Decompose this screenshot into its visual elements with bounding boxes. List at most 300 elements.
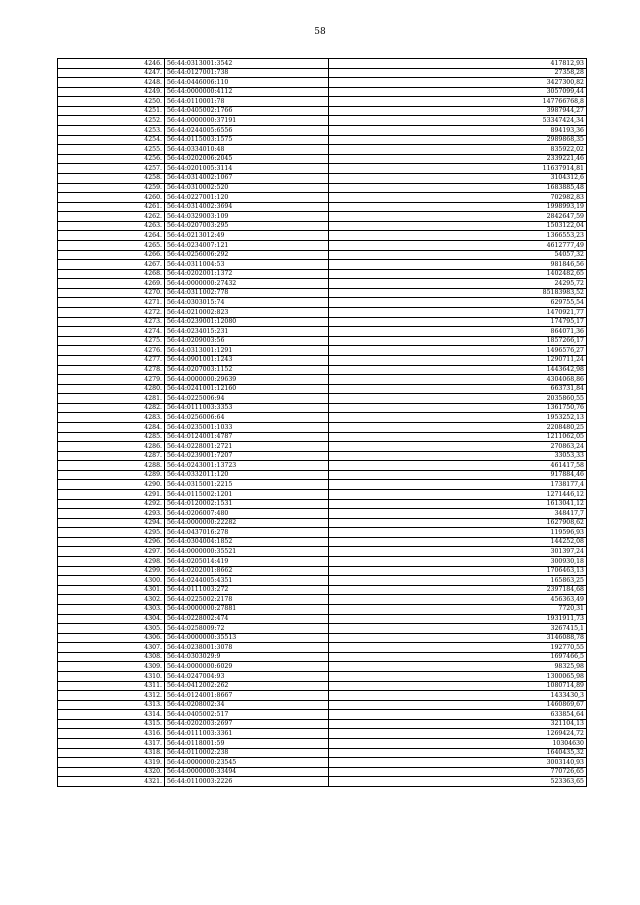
row-number-cell: 4260. [58,193,165,203]
row-number-cell: 4317. [58,739,165,749]
cadastral-value-cell: 1300065,98 [329,672,587,682]
table-row [58,116,587,126]
cadastral-number-cell: 56:44:0303015:74 [165,298,329,308]
cadastral-value-cell: 27358,28 [329,68,587,78]
cadastral-value-cell: 461417,58 [329,461,587,471]
cadastral-number-cell: 56:44:0202001:8662 [165,566,329,576]
cadastral-number-cell: 56:44:0234015:231 [165,327,329,337]
row-number-cell: 4303. [58,604,165,614]
row-number-cell: 4319. [58,758,165,768]
row-number-cell: 4305. [58,624,165,634]
row-number-cell: 4294. [58,518,165,528]
row-number-cell: 4264. [58,231,165,241]
cadastral-value-cell: 702982,83 [329,193,587,203]
cadastral-number-cell: 56:44:0258009:72 [165,624,329,634]
row-number-cell: 4313. [58,700,165,710]
cadastral-value-cell: 1443642,98 [329,365,587,375]
table-row [58,557,587,567]
table-body [58,59,587,787]
table-row [58,585,587,595]
table-row [58,231,587,241]
cadastral-number-cell: 56:44:0256006:292 [165,250,329,260]
row-number-cell: 4258. [58,173,165,183]
cadastral-value-cell: 1290711,24 [329,355,587,365]
row-number-cell: 4301. [58,585,165,595]
cadastral-number-cell: 56:44:0235001:1033 [165,422,329,432]
cadastral-value-cell: 1627908,62 [329,518,587,528]
cadastral-value-cell: 3003140,93 [329,758,587,768]
table-row [58,403,587,413]
cadastral-value-cell: 2842647,59 [329,212,587,222]
cadastral-number-cell: 56:44:0243001:13723 [165,461,329,471]
row-number-cell: 4282. [58,403,165,413]
cadastral-number-cell: 56:44:0244005:6556 [165,126,329,136]
table-row [58,260,587,270]
cadastral-value-cell: 1433430,3 [329,691,587,701]
table-row [58,135,587,145]
table-row [58,384,587,394]
table-row [58,193,587,203]
cadastral-value-cell: 2339221,46 [329,154,587,164]
cadastral-value-cell: 629755,54 [329,298,587,308]
cadastral-number-cell: 56:44:0115002:1201 [165,490,329,500]
table-row [58,97,587,107]
table-row [58,576,587,586]
cadastral-number-cell: 56:44:0124001:8667 [165,691,329,701]
row-number-cell: 4287. [58,451,165,461]
table-row [58,183,587,193]
cadastral-number-cell: 56:44:0202006:2045 [165,154,329,164]
table-row [58,164,587,174]
table-row [58,672,587,682]
cadastral-value-cell: 663731,84 [329,384,587,394]
row-number-cell: 4315. [58,719,165,729]
cadastral-value-cell: 3427300,82 [329,78,587,88]
cadastral-number-cell: 56:44:0110003:2226 [165,777,329,787]
cadastral-number-cell: 56:44:0202003:2697 [165,719,329,729]
table-row [58,240,587,250]
cadastral-number-cell: 56:44:0405002:517 [165,710,329,720]
row-number-cell: 4300. [58,576,165,586]
cadastral-number-cell: 56:44:0120002:1531 [165,499,329,509]
row-number-cell: 4321. [58,777,165,787]
cadastral-number-cell: 56:44:0304004:1852 [165,537,329,547]
cadastral-number-cell: 56:44:0315001:2215 [165,480,329,490]
cadastral-number-cell: 56:44:0244005:4351 [165,576,329,586]
cadastral-number-cell: 56:44:0329003:109 [165,212,329,222]
row-number-cell: 4309. [58,662,165,672]
cadastral-value-cell: 1613041,12 [329,499,587,509]
cadastral-number-cell: 56:44:0202001:1372 [165,269,329,279]
cadastral-number-cell: 56:44:0238001:3078 [165,643,329,653]
cadastral-value-cell: 165863,25 [329,576,587,586]
table-row [58,537,587,547]
row-number-cell: 4281. [58,394,165,404]
cadastral-value-cell: 1503122,04 [329,221,587,231]
cadastral-value-cell: 4304068,86 [329,375,587,385]
row-number-cell: 4277. [58,355,165,365]
table-row [58,269,587,279]
row-number-cell: 4263. [58,221,165,231]
cadastral-number-cell: 56:44:0332011:120 [165,470,329,480]
cadastral-value-cell: 24295,72 [329,279,587,289]
cadastral-value-cell: 523363,65 [329,777,587,787]
row-number-cell: 4274. [58,327,165,337]
cadastral-value-cell: 348417,7 [329,509,587,519]
cadastral-number-cell: 56:44:0124001:4787 [165,432,329,442]
cadastral-number-cell: 56:44:0000000:6029 [165,662,329,672]
table-row [58,652,587,662]
cadastral-number-cell: 56:44:0412002:262 [165,681,329,691]
table-row [58,470,587,480]
cadastral-value-cell: 2035860,55 [329,394,587,404]
cadastral-value-cell: 1496576,27 [329,346,587,356]
table-row [58,327,587,337]
table-row [58,432,587,442]
table-row [58,480,587,490]
table-row [58,355,587,365]
cadastral-value-cell: 3104312,6 [329,173,587,183]
cadastral-value-cell: 1857266,17 [329,336,587,346]
cadastral-value-cell: 4612777,49 [329,240,587,250]
table-row [58,413,587,423]
row-number-cell: 4250. [58,97,165,107]
row-number-cell: 4311. [58,681,165,691]
row-number-cell: 4289. [58,470,165,480]
cadastral-number-cell: 56:44:0311002:778 [165,288,329,298]
table-row [58,298,587,308]
cadastral-number-cell: 56:44:0239001:12080 [165,317,329,327]
cadastral-number-cell: 56:44:0228002:474 [165,614,329,624]
cadastral-value-cell: 1080714,89 [329,681,587,691]
row-number-cell: 4310. [58,672,165,682]
cadastral-value-cell: 7720,31 [329,604,587,614]
table-row [58,308,587,318]
cadastral-number-cell: 56:44:0201005:3114 [165,164,329,174]
cadastral-value-cell: 1998993,19 [329,202,587,212]
row-number-cell: 4295. [58,528,165,538]
cadastral-number-cell: 56:44:0110002:238 [165,748,329,758]
cadastral-number-cell: 56:44:0205014:419 [165,557,329,567]
cadastral-value-cell: 1640435,32 [329,748,587,758]
table-row [58,145,587,155]
cadastral-number-cell: 56:44:0311004:53 [165,260,329,270]
cadastral-value-cell: 2989868,35 [329,135,587,145]
table-row [58,758,587,768]
cadastral-value-cell: 864071,36 [329,327,587,337]
table-row [58,739,587,749]
cadastral-value-cell: 3267415,1 [329,624,587,634]
table-row [58,422,587,432]
cadastral-number-cell: 56:44:0437016:278 [165,528,329,538]
row-number-cell: 4251. [58,106,165,116]
row-number-cell: 4308. [58,652,165,662]
cadastral-value-cell: 1697466,5 [329,652,587,662]
cadastral-number-cell: 56:44:0111003:3353 [165,403,329,413]
row-number-cell: 4298. [58,557,165,567]
cadastral-value-cell: 2397184,68 [329,585,587,595]
row-number-cell: 4247. [58,68,165,78]
cadastral-value-cell: 2208480,25 [329,422,587,432]
cadastral-value-cell: 144252,08 [329,537,587,547]
cadastral-value-cell: 11637914,81 [329,164,587,174]
cadastral-number-cell: 56:44:0239001:7207 [165,451,329,461]
table-row [58,729,587,739]
row-number-cell: 4296. [58,537,165,547]
cadastral-value-cell: 98325,98 [329,662,587,672]
cadastral-number-cell: 56:44:0110001:78 [165,97,329,107]
table-row [58,68,587,78]
cadastral-value-cell: 192770,55 [329,643,587,653]
row-number-cell: 4255. [58,145,165,155]
cadastral-value-cell: 1953252,13 [329,413,587,423]
row-number-cell: 4276. [58,346,165,356]
table-row [58,691,587,701]
table-row [58,777,587,787]
row-number-cell: 4253. [58,126,165,136]
cadastral-value-cell: 1738177,4 [329,480,587,490]
table-row [58,279,587,289]
table-row [58,528,587,538]
row-number-cell: 4280. [58,384,165,394]
row-number-cell: 4292. [58,499,165,509]
cadastral-number-cell: 56:44:0207003:1152 [165,365,329,375]
row-number-cell: 4312. [58,691,165,701]
cadastral-number-cell: 56:44:0208002:34 [165,700,329,710]
row-number-cell: 4246. [58,59,165,69]
cadastral-number-cell: 56:44:0313001:1291 [165,346,329,356]
cadastral-number-cell: 56:44:0115003:1575 [165,135,329,145]
cadastral-value-cell: 270863,24 [329,442,587,452]
cadastral-number-cell: 56:44:0234007:121 [165,240,329,250]
row-number-cell: 4278. [58,365,165,375]
cadastral-value-cell: 33053,33 [329,451,587,461]
row-number-cell: 4306. [58,633,165,643]
row-number-cell: 4284. [58,422,165,432]
row-number-cell: 4271. [58,298,165,308]
table-row [58,442,587,452]
row-number-cell: 4318. [58,748,165,758]
cadastral-number-cell: 56:44:0310002:520 [165,183,329,193]
table-row [58,346,587,356]
cadastral-value-cell: 54057,32 [329,250,587,260]
cadastral-value-cell: 633854,64 [329,710,587,720]
cadastral-value-cell: 835922,02 [329,145,587,155]
row-number-cell: 4288. [58,461,165,471]
cadastral-value-cell: 1683885,48 [329,183,587,193]
cadastral-number-cell: 56:44:0446006:110 [165,78,329,88]
row-number-cell: 4259. [58,183,165,193]
cadastral-value-cell: 1271446,12 [329,490,587,500]
row-number-cell: 4270. [58,288,165,298]
cadastral-value-table [57,58,587,787]
cadastral-number-cell: 56:44:0207003:295 [165,221,329,231]
table-row [58,614,587,624]
table-row [58,154,587,164]
row-number-cell: 4268. [58,269,165,279]
cadastral-value-cell: 917884,46 [329,470,587,480]
row-number-cell: 4283. [58,413,165,423]
row-number-cell: 4256. [58,154,165,164]
cadastral-number-cell: 56:44:0111003:3361 [165,729,329,739]
table-row [58,595,587,605]
cadastral-number-cell: 56:44:0313001:3542 [165,59,329,69]
row-number-cell: 4316. [58,729,165,739]
row-number-cell: 4314. [58,710,165,720]
cadastral-value-cell: 53347424,34 [329,116,587,126]
cadastral-value-cell: 1706463,13 [329,566,587,576]
cadastral-number-cell: 56:44:0228001:2721 [165,442,329,452]
cadastral-value-cell: 417812,93 [329,59,587,69]
cadastral-number-cell: 56:44:0000000:4112 [165,87,329,97]
cadastral-number-cell: 56:44:0111003:272 [165,585,329,595]
cadastral-value-cell: 85183983,52 [329,288,587,298]
cadastral-number-cell: 56:44:0206007:480 [165,509,329,519]
cadastral-value-cell: 770726,65 [329,767,587,777]
table-row [58,633,587,643]
row-number-cell: 4266. [58,250,165,260]
cadastral-value-cell: 300930,18 [329,557,587,567]
cadastral-number-cell: 56:44:0225002:2178 [165,595,329,605]
cadastral-value-cell: 321104,13 [329,719,587,729]
table-row [58,509,587,519]
table-row [58,202,587,212]
table-row [58,375,587,385]
row-number-cell: 4254. [58,135,165,145]
table-row [58,490,587,500]
cadastral-value-cell: 119596,93 [329,528,587,538]
row-number-cell: 4304. [58,614,165,624]
row-number-cell: 4290. [58,480,165,490]
cadastral-number-cell: 56:44:0225006:94 [165,394,329,404]
row-number-cell: 4269. [58,279,165,289]
cadastral-number-cell: 56:44:0314002:1067 [165,173,329,183]
table-row [58,700,587,710]
row-number-cell: 4273. [58,317,165,327]
row-number-cell: 4291. [58,490,165,500]
cadastral-value-cell: 1470921,77 [329,308,587,318]
row-number-cell: 4293. [58,509,165,519]
table-row [58,365,587,375]
cadastral-number-cell: 56:44:0901001:1243 [165,355,329,365]
row-number-cell: 4257. [58,164,165,174]
cadastral-value-cell: 301397,24 [329,547,587,557]
cadastral-value-cell: 3987944,27 [329,106,587,116]
cadastral-number-cell: 56:44:0000000:35521 [165,547,329,557]
table-row [58,566,587,576]
row-number-cell: 4320. [58,767,165,777]
table-row [58,212,587,222]
table-row [58,288,587,298]
row-number-cell: 4265. [58,240,165,250]
cadastral-number-cell: 56:44:0000000:33494 [165,767,329,777]
cadastral-number-cell: 56:44:0213012:49 [165,231,329,241]
cadastral-value-cell: 174795,17 [329,317,587,327]
row-number-cell: 4302. [58,595,165,605]
row-number-cell: 4248. [58,78,165,88]
table-row [58,748,587,758]
row-number-cell: 4249. [58,87,165,97]
table-row [58,106,587,116]
cadastral-number-cell: 56:44:0303029:9 [165,652,329,662]
row-number-cell: 4307. [58,643,165,653]
cadastral-number-cell: 56:44:0227001:120 [165,193,329,203]
table-row [58,518,587,528]
cadastral-number-cell: 56:44:0334010:48 [165,145,329,155]
page-number: 58 [314,27,326,37]
table-row [58,767,587,777]
row-number-cell: 4272. [58,308,165,318]
table-row [58,547,587,557]
cadastral-value-cell: 894193,36 [329,126,587,136]
cadastral-value-cell: 1402482,65 [329,269,587,279]
table-row [58,662,587,672]
row-number-cell: 4299. [58,566,165,576]
cadastral-value-cell: 10304630 [329,739,587,749]
table-row [58,173,587,183]
cadastral-number-cell: 56:44:0118001:59 [165,739,329,749]
table-row [58,499,587,509]
table-row [58,126,587,136]
cadastral-number-cell: 56:44:0000000:27881 [165,604,329,614]
table-row [58,78,587,88]
cadastral-value-cell: 3057099,44 [329,87,587,97]
cadastral-number-cell: 56:44:0256006:64 [165,413,329,423]
table-row [58,643,587,653]
cadastral-number-cell: 56:44:0000000:23545 [165,758,329,768]
table-row [58,221,587,231]
row-number-cell: 4279. [58,375,165,385]
row-number-cell: 4275. [58,336,165,346]
row-number-cell: 4286. [58,442,165,452]
cadastral-number-cell: 56:44:0241001:12160 [165,384,329,394]
row-number-cell: 4285. [58,432,165,442]
row-number-cell: 4297. [58,547,165,557]
cadastral-number-cell: 56:44:0127001:738 [165,68,329,78]
row-number-cell: 4261. [58,202,165,212]
table-row [58,87,587,97]
cadastral-number-cell: 56:44:0209003:56 [165,336,329,346]
table-row [58,719,587,729]
cadastral-value-cell: 1931911,73 [329,614,587,624]
row-number-cell: 4252. [58,116,165,126]
cadastral-number-cell: 56:44:0247004:93 [165,672,329,682]
cadastral-value-cell: 1211062,05 [329,432,587,442]
cadastral-number-cell: 56:44:0000000:37191 [165,116,329,126]
table-row [58,681,587,691]
cadastral-number-cell: 56:44:0000000:22282 [165,518,329,528]
cadastral-value-cell: 1366553,23 [329,231,587,241]
cadastral-number-cell: 56:44:0000000:29639 [165,375,329,385]
cadastral-number-cell: 56:44:0000000:35513 [165,633,329,643]
table-row [58,461,587,471]
table-row [58,624,587,634]
cadastral-number-cell: 56:44:0314002:3694 [165,202,329,212]
table-row [58,604,587,614]
cadastral-value-cell: 456363,49 [329,595,587,605]
table-row [58,710,587,720]
cadastral-value-cell: 3146088,78 [329,633,587,643]
row-number-cell: 4267. [58,260,165,270]
cadastral-value-cell: 1361750,76 [329,403,587,413]
cadastral-value-cell: 147766768,8 [329,97,587,107]
cadastral-value-cell: 981846,56 [329,260,587,270]
cadastral-number-cell: 56:44:0000000:27432 [165,279,329,289]
row-number-cell: 4262. [58,212,165,222]
table-row [58,250,587,260]
cadastral-number-cell: 56:44:0210002:823 [165,308,329,318]
table-row [58,317,587,327]
